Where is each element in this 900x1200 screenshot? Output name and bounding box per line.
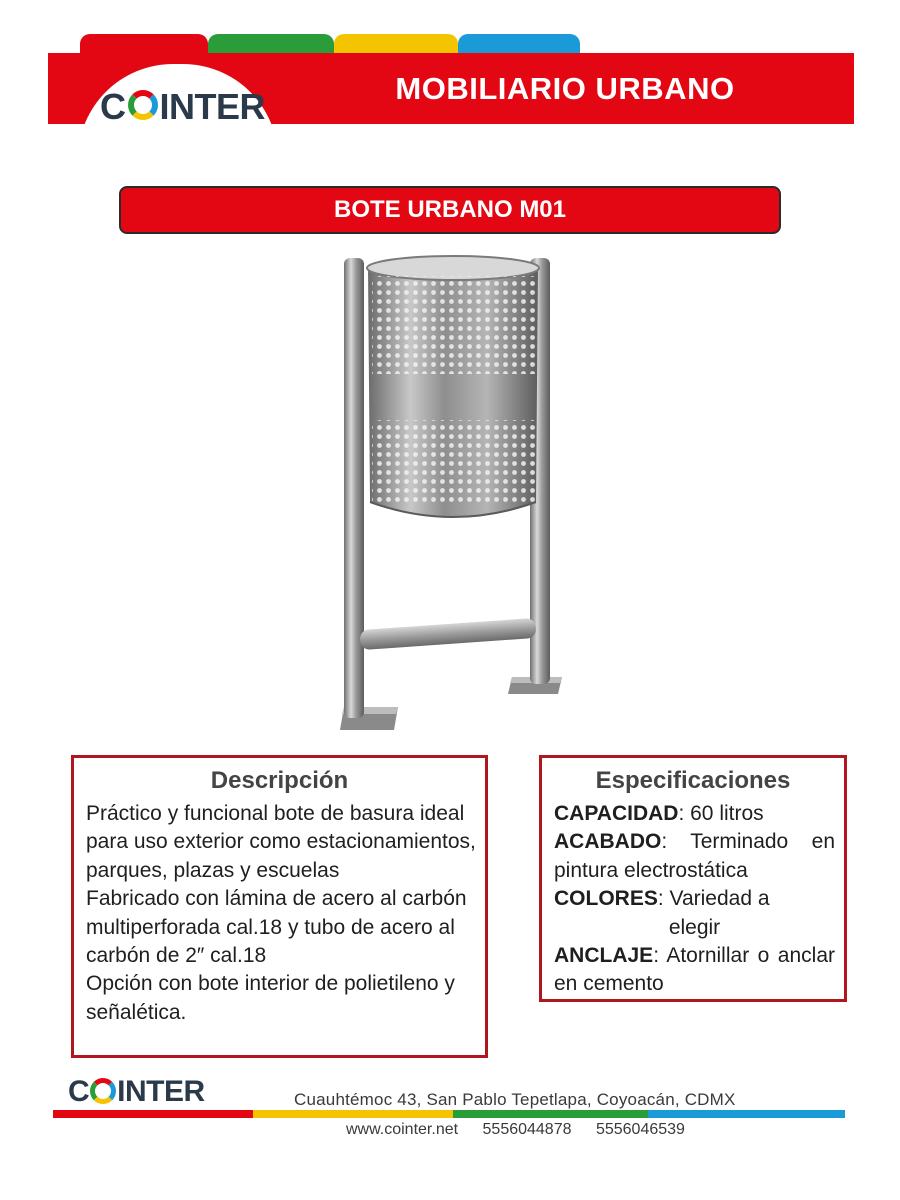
spec-item-colores [554, 885, 835, 913]
spec-value: : 60 litros [678, 802, 764, 825]
spec-key: COLORES [554, 887, 658, 911]
spec-item-capacidad [554, 800, 835, 828]
spec-item-colores-cont [554, 914, 835, 942]
footer-bar-green [453, 1110, 648, 1118]
footer-bar-yellow [253, 1110, 453, 1118]
spec-value: : Terminado en pintura electrostática [554, 830, 835, 882]
company-logo [100, 86, 265, 128]
spec-item-acabado [554, 828, 835, 885]
footer-bar-blue [648, 1110, 845, 1118]
spec-key: ANCLAJE [554, 944, 654, 968]
footer-phone-2: 5556046539 [595, 1121, 685, 1138]
footer-phone-1: 5556044878 [482, 1121, 572, 1138]
specifications-heading: Especificaciones [595, 767, 791, 794]
description-paragraph: Opción con bote interior de polietileno y señalética. [86, 972, 455, 1024]
spec-value: elegir [668, 915, 721, 939]
specifications-box [539, 755, 847, 1002]
footer-address: Cuauhtémoc 43, San Pablo Tepetlapa, Coyoacán, CDMX [294, 1090, 736, 1109]
specifications-list [554, 800, 835, 999]
header-title: MOBILIARIO URBANO [395, 71, 735, 106]
product-title: BOTE URBANO M01 [119, 186, 781, 234]
spec-item-anclaje [554, 942, 835, 999]
description-text [86, 800, 476, 1027]
description-heading: Descripción [210, 767, 349, 794]
footer-bar-red [53, 1110, 253, 1118]
description-paragraph: Fabricado con lámina de acero al carbón multiperforada cal.18 y tubo de acero al carbón de 2″ cal.18 [86, 887, 467, 968]
footer-logo [68, 1075, 205, 1109]
footer-website-link[interactable]: www.cointer.net [346, 1121, 459, 1138]
logo-text: C INTER [100, 86, 265, 127]
spec-value: : Atornillar o anclar en cemento [554, 944, 835, 996]
description-paragraph: Práctico y funcional bote de basura ideal para uso exterior como estacionamientos, parques, plazas y escuelas [86, 802, 476, 882]
description-box [71, 755, 488, 1058]
product-image [330, 252, 570, 742]
spec-key: ACABADO [554, 830, 662, 854]
footer-contact [346, 1121, 703, 1139]
spec-key: CAPACIDAD [554, 802, 679, 825]
footer-logo-text: C INTER [68, 1075, 205, 1108]
spec-value: : Variedad a [657, 887, 770, 911]
